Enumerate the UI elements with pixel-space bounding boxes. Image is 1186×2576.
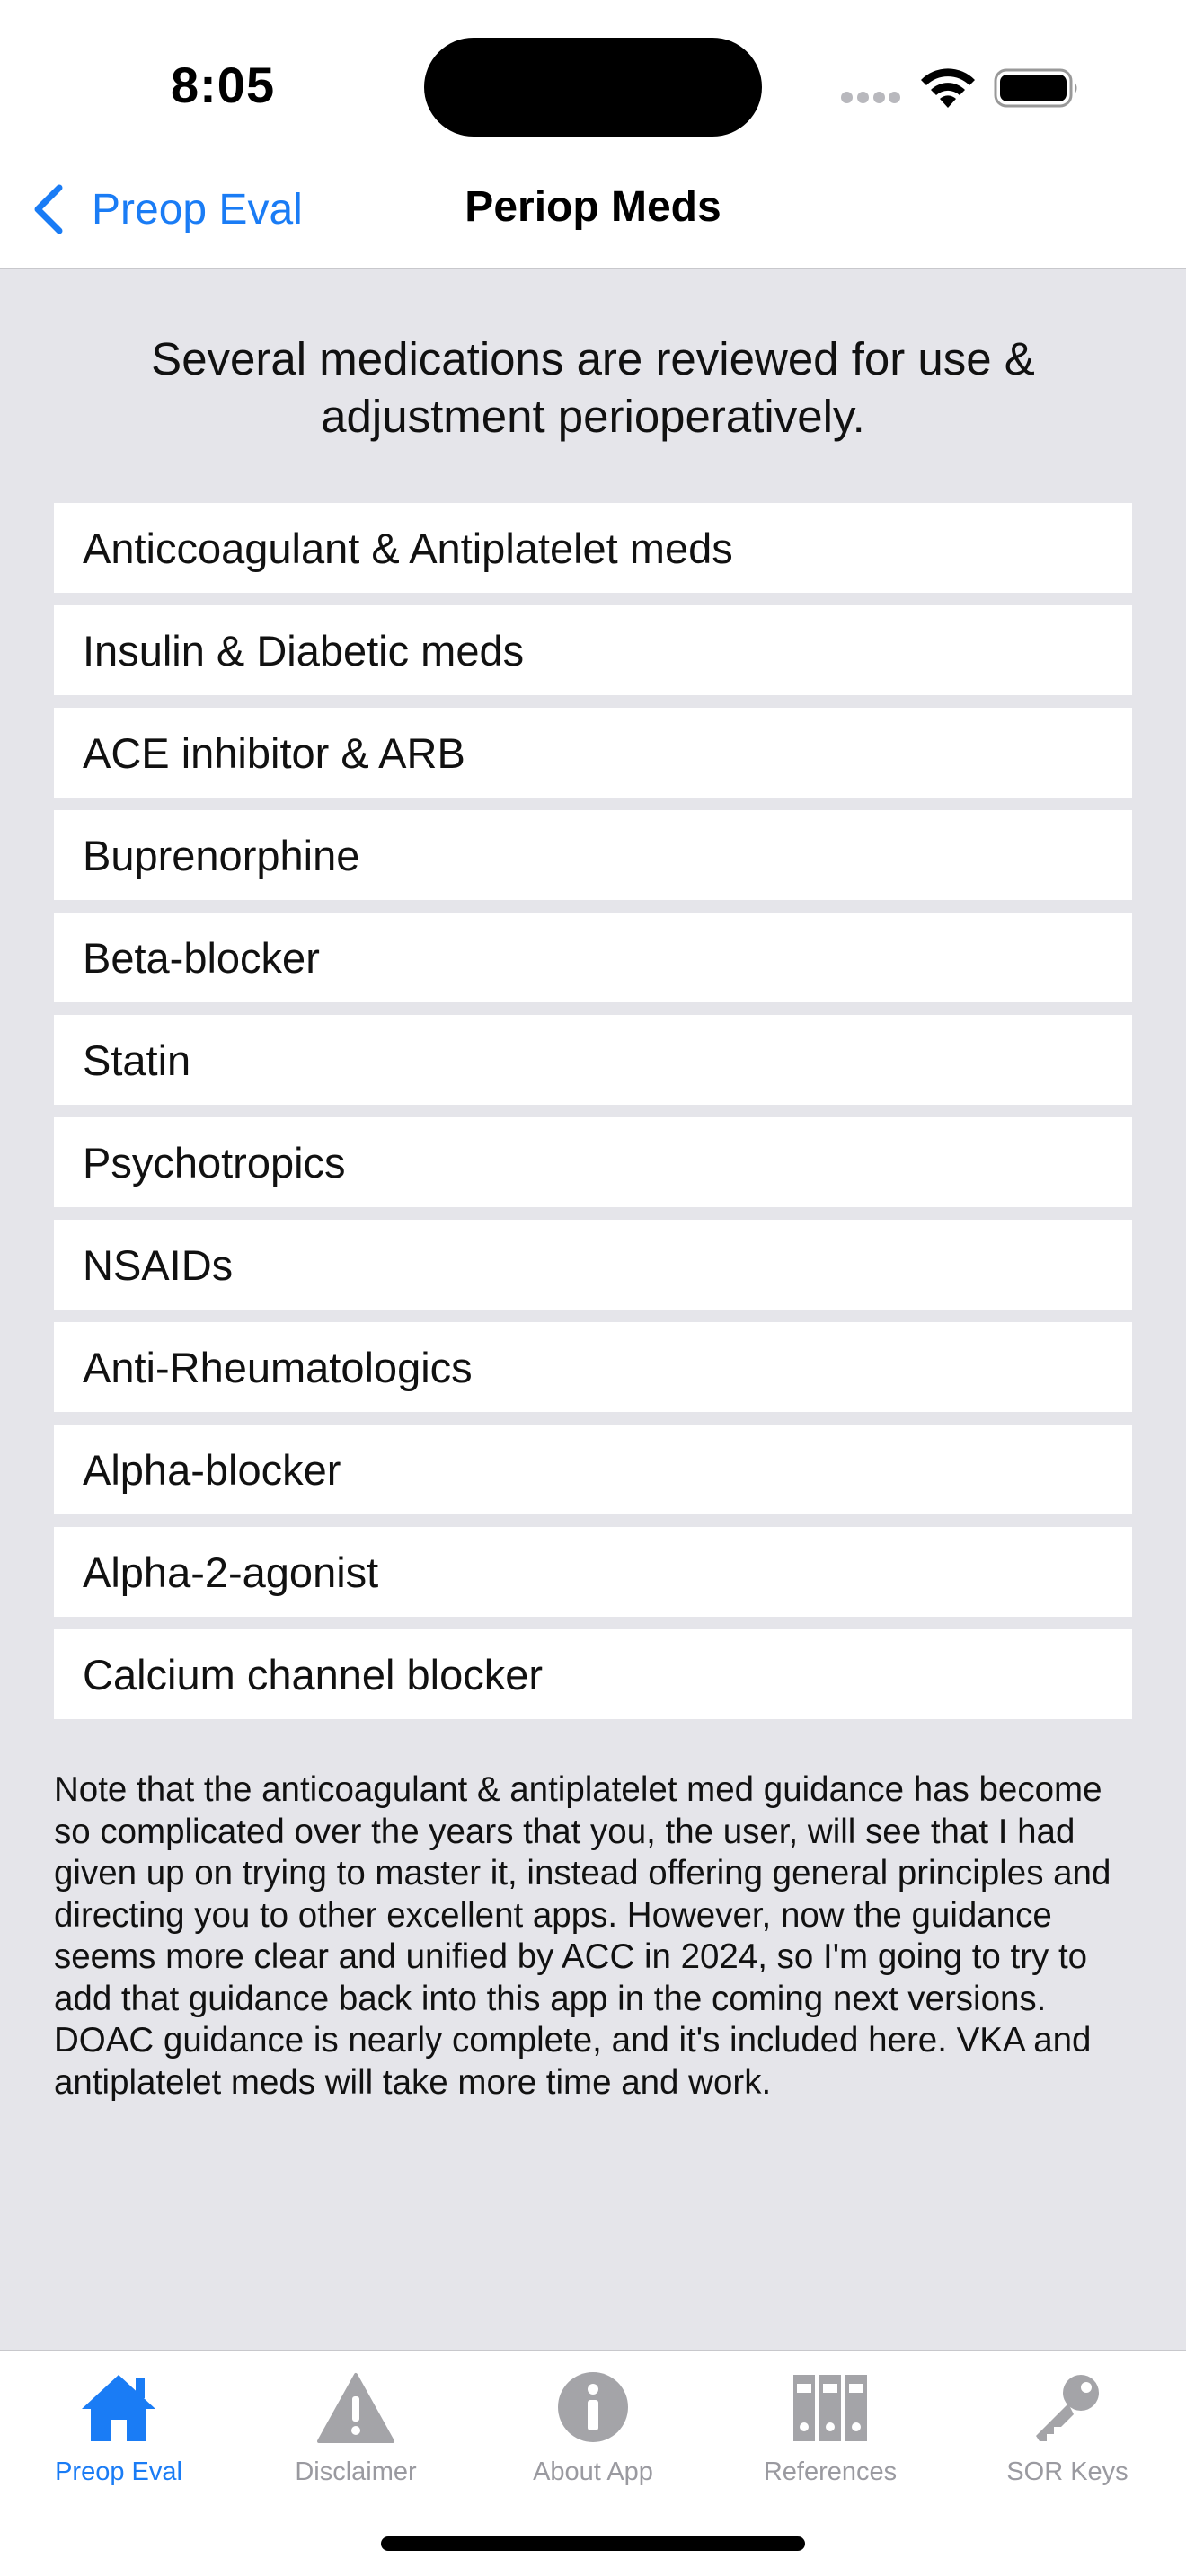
med-item-anti-rheumatologics[interactable]: Anti-Rheumatologics xyxy=(54,1322,1132,1412)
med-item-beta-blocker[interactable]: Beta-blocker xyxy=(54,913,1132,1002)
status-time: 8:05 xyxy=(171,57,276,113)
med-item-alpha-2-agonist[interactable]: Alpha-2-agonist xyxy=(54,1527,1132,1617)
tab-disclaimer[interactable] xyxy=(237,2369,474,2513)
top-bar xyxy=(0,0,1186,269)
med-item-statin[interactable]: Statin xyxy=(54,1015,1132,1105)
med-item-alpha-blocker[interactable]: Alpha-blocker xyxy=(54,1425,1132,1514)
med-item-insulin[interactable]: Insulin & Diabetic meds xyxy=(54,605,1132,695)
med-list xyxy=(54,503,1132,1732)
tab-preop-eval[interactable] xyxy=(0,2369,237,2513)
wifi-icon xyxy=(918,65,978,110)
info-icon xyxy=(553,2369,633,2445)
tab-sor-keys[interactable] xyxy=(949,2369,1186,2513)
cellular-signal-icon xyxy=(841,92,900,106)
page-title: Periop Meds xyxy=(465,183,721,231)
guidance-note: Note that the anticoagulant & antiplatelet med guidance has become so complicated over the years that you, the user, will see that I had given up on trying to master it, instead offering general principles and directing you to other excellent apps. However, now the guidance seems more clear and unified by ACC in 2024, so I'm going to try to add that guidance back into this app in the coming next versions. DOAC guidance is nearly complete, and it's included here. VKA and antiplatelet meds will take more time and work. xyxy=(54,1770,1111,2102)
home-indicator xyxy=(381,2536,805,2551)
tab-label: References xyxy=(763,2457,898,2486)
battery-icon xyxy=(994,68,1080,108)
tab-label: Disclaimer xyxy=(295,2457,417,2486)
med-item-psychotropics[interactable]: Psychotropics xyxy=(54,1117,1132,1207)
med-item-ace-inhibitor[interactable]: ACE inhibitor & ARB xyxy=(54,708,1132,798)
med-item-calcium-channel-blocker[interactable]: Calcium channel blocker xyxy=(54,1629,1132,1719)
med-item-nsaids[interactable]: NSAIDs xyxy=(54,1220,1132,1310)
intro-text: Several medications are reviewed for use & adjustment perioperatively. xyxy=(151,333,1035,442)
back-button-label: Preop Eval xyxy=(92,185,303,234)
med-item-anticoagulant[interactable]: Anticcoagulant & Antiplatelet meds xyxy=(54,503,1132,593)
med-item-buprenorphine[interactable]: Buprenorphine xyxy=(54,810,1132,900)
tab-label: About App xyxy=(533,2457,653,2486)
tab-about-app[interactable] xyxy=(474,2369,712,2513)
tab-references[interactable] xyxy=(712,2369,949,2513)
warning-icon xyxy=(315,2369,396,2445)
tab-label: Preop Eval xyxy=(55,2457,182,2486)
dynamic-island xyxy=(424,38,762,137)
house-icon xyxy=(78,2369,159,2445)
tab-label: SOR Keys xyxy=(1006,2457,1128,2486)
binders-icon xyxy=(790,2369,871,2445)
key-icon xyxy=(1027,2369,1108,2445)
